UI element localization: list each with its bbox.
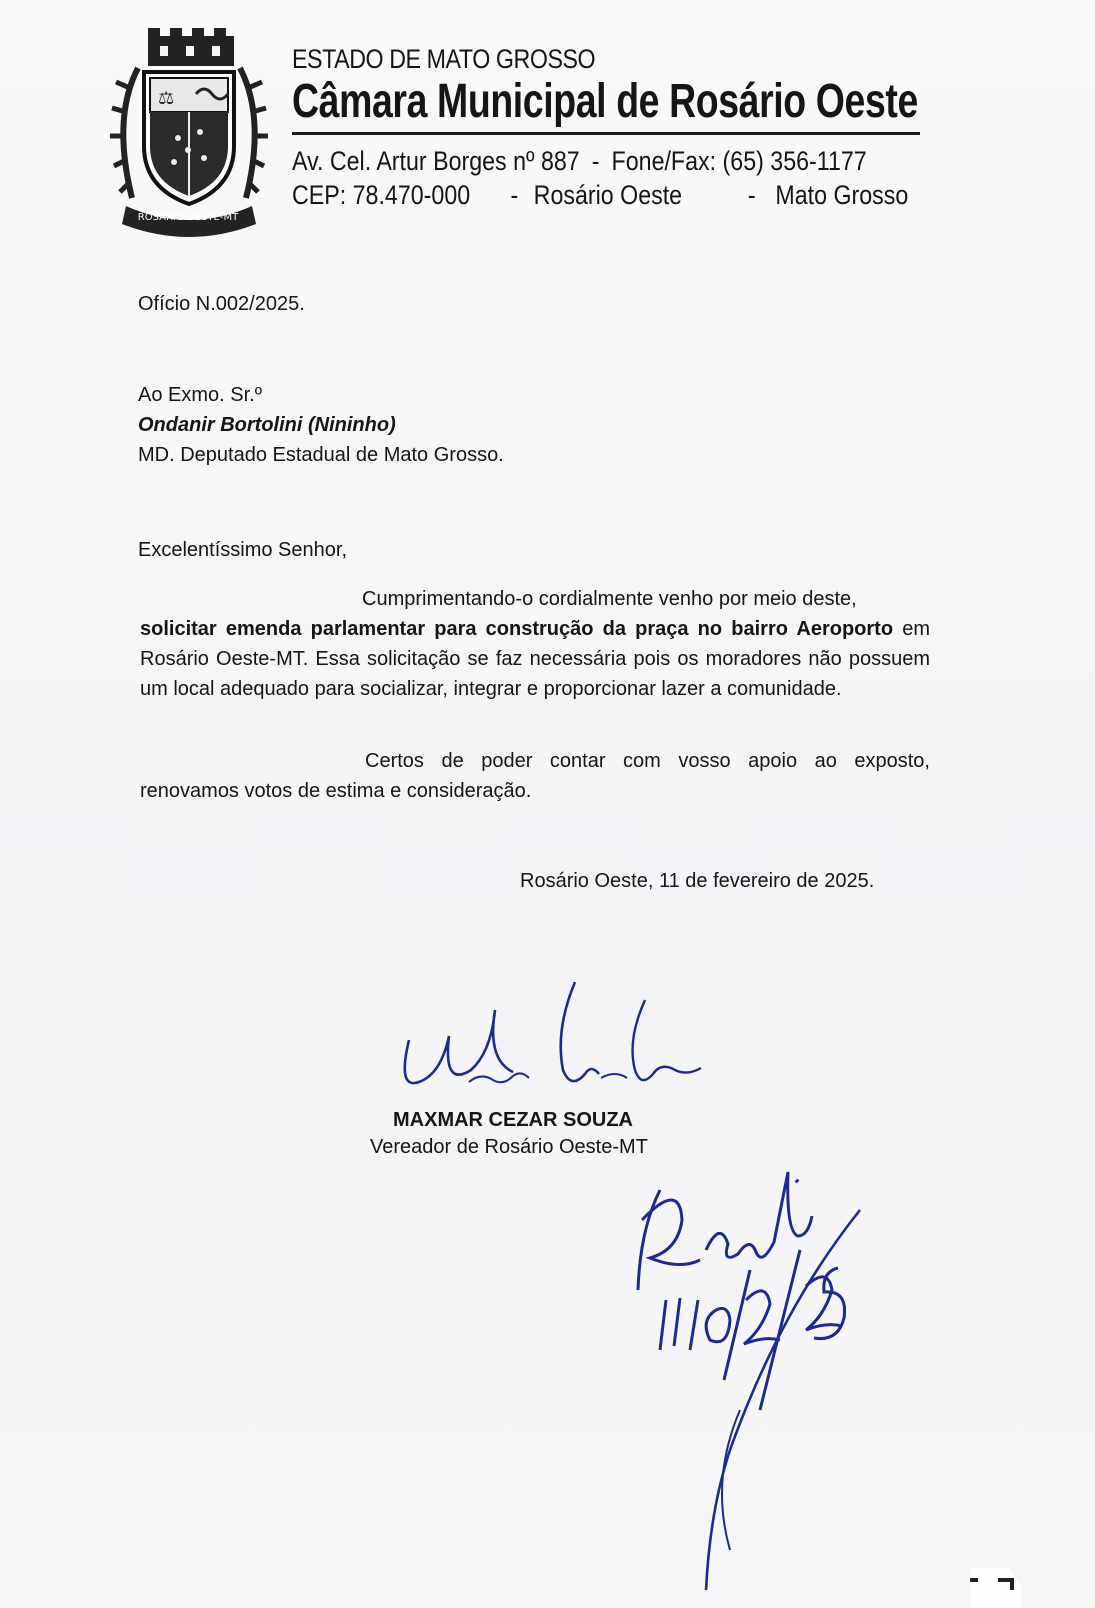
paragraph-2-text: Certos de poder contar com vosso apoio ao exposto, renovamos votos de estima e consideração.	[140, 750, 930, 802]
signatory-name: MAXMAR CEZAR SOUZA	[393, 1109, 633, 1131]
recipient-name: Ondanir Bortolini (Nininho)	[138, 414, 396, 436]
header-state: ESTADO DE MATO GROSSO	[292, 44, 596, 74]
header-cep: CEP: 78.470-000	[292, 180, 471, 210]
date-line: Rosário Oeste, 11 de fevereiro de 2025.	[520, 870, 875, 892]
header-city: Rosário Oeste	[533, 180, 683, 210]
signature-handwriting	[395, 970, 715, 1110]
signatory-role: Vereador de Rosário Oeste-MT	[370, 1136, 648, 1158]
header-separator: -	[510, 180, 519, 210]
paragraph-2	[140, 746, 930, 806]
header-title: Câmara Municipal de Rosário Oeste	[292, 75, 918, 128]
svg-text:⚖: ⚖	[158, 88, 175, 109]
recipient-title: MD. Deputado Estadual de Mato Grosso.	[138, 444, 504, 466]
municipal-crest-logo	[108, 28, 270, 240]
header-separator: -	[747, 180, 756, 210]
letter-reference: Ofício N.002/2025.	[138, 293, 305, 315]
header-address-line	[292, 146, 867, 177]
scan-frame-icon[interactable]	[970, 1568, 1030, 1608]
receipt-handwriting	[620, 1150, 900, 1600]
greeting: Excelentíssimo Senhor,	[138, 539, 347, 561]
paragraph-1	[140, 614, 930, 704]
paragraph-1-bold: solicitar emenda parlamentar para construção da praça no bairro Aeroporto	[140, 618, 894, 640]
header-address: Av. Cel. Artur Borges nº 887	[292, 146, 580, 176]
header-divider	[292, 132, 920, 135]
header-state-name: Mato Grosso	[775, 180, 909, 210]
crest-ribbon-label: ROSÁRIO OESTE-MT	[137, 212, 239, 223]
paragraph-1-intro: Cumprimentando-o cordialmente venho por meio deste,	[362, 588, 857, 610]
header-location-line	[292, 180, 908, 211]
salutation-prefix: Ao Exmo. Sr.º	[138, 384, 263, 406]
paragraph-1-rest: em Rosário Oeste-MT. Essa solicitação se faz necessária pois os moradores não possuem um local adequado para socializar, integrar e proporcionar lazer a comunidade.	[140, 618, 930, 700]
header-phone: Fone/Fax: (65) 356-1177	[611, 146, 867, 176]
header-separator: -	[591, 146, 600, 176]
